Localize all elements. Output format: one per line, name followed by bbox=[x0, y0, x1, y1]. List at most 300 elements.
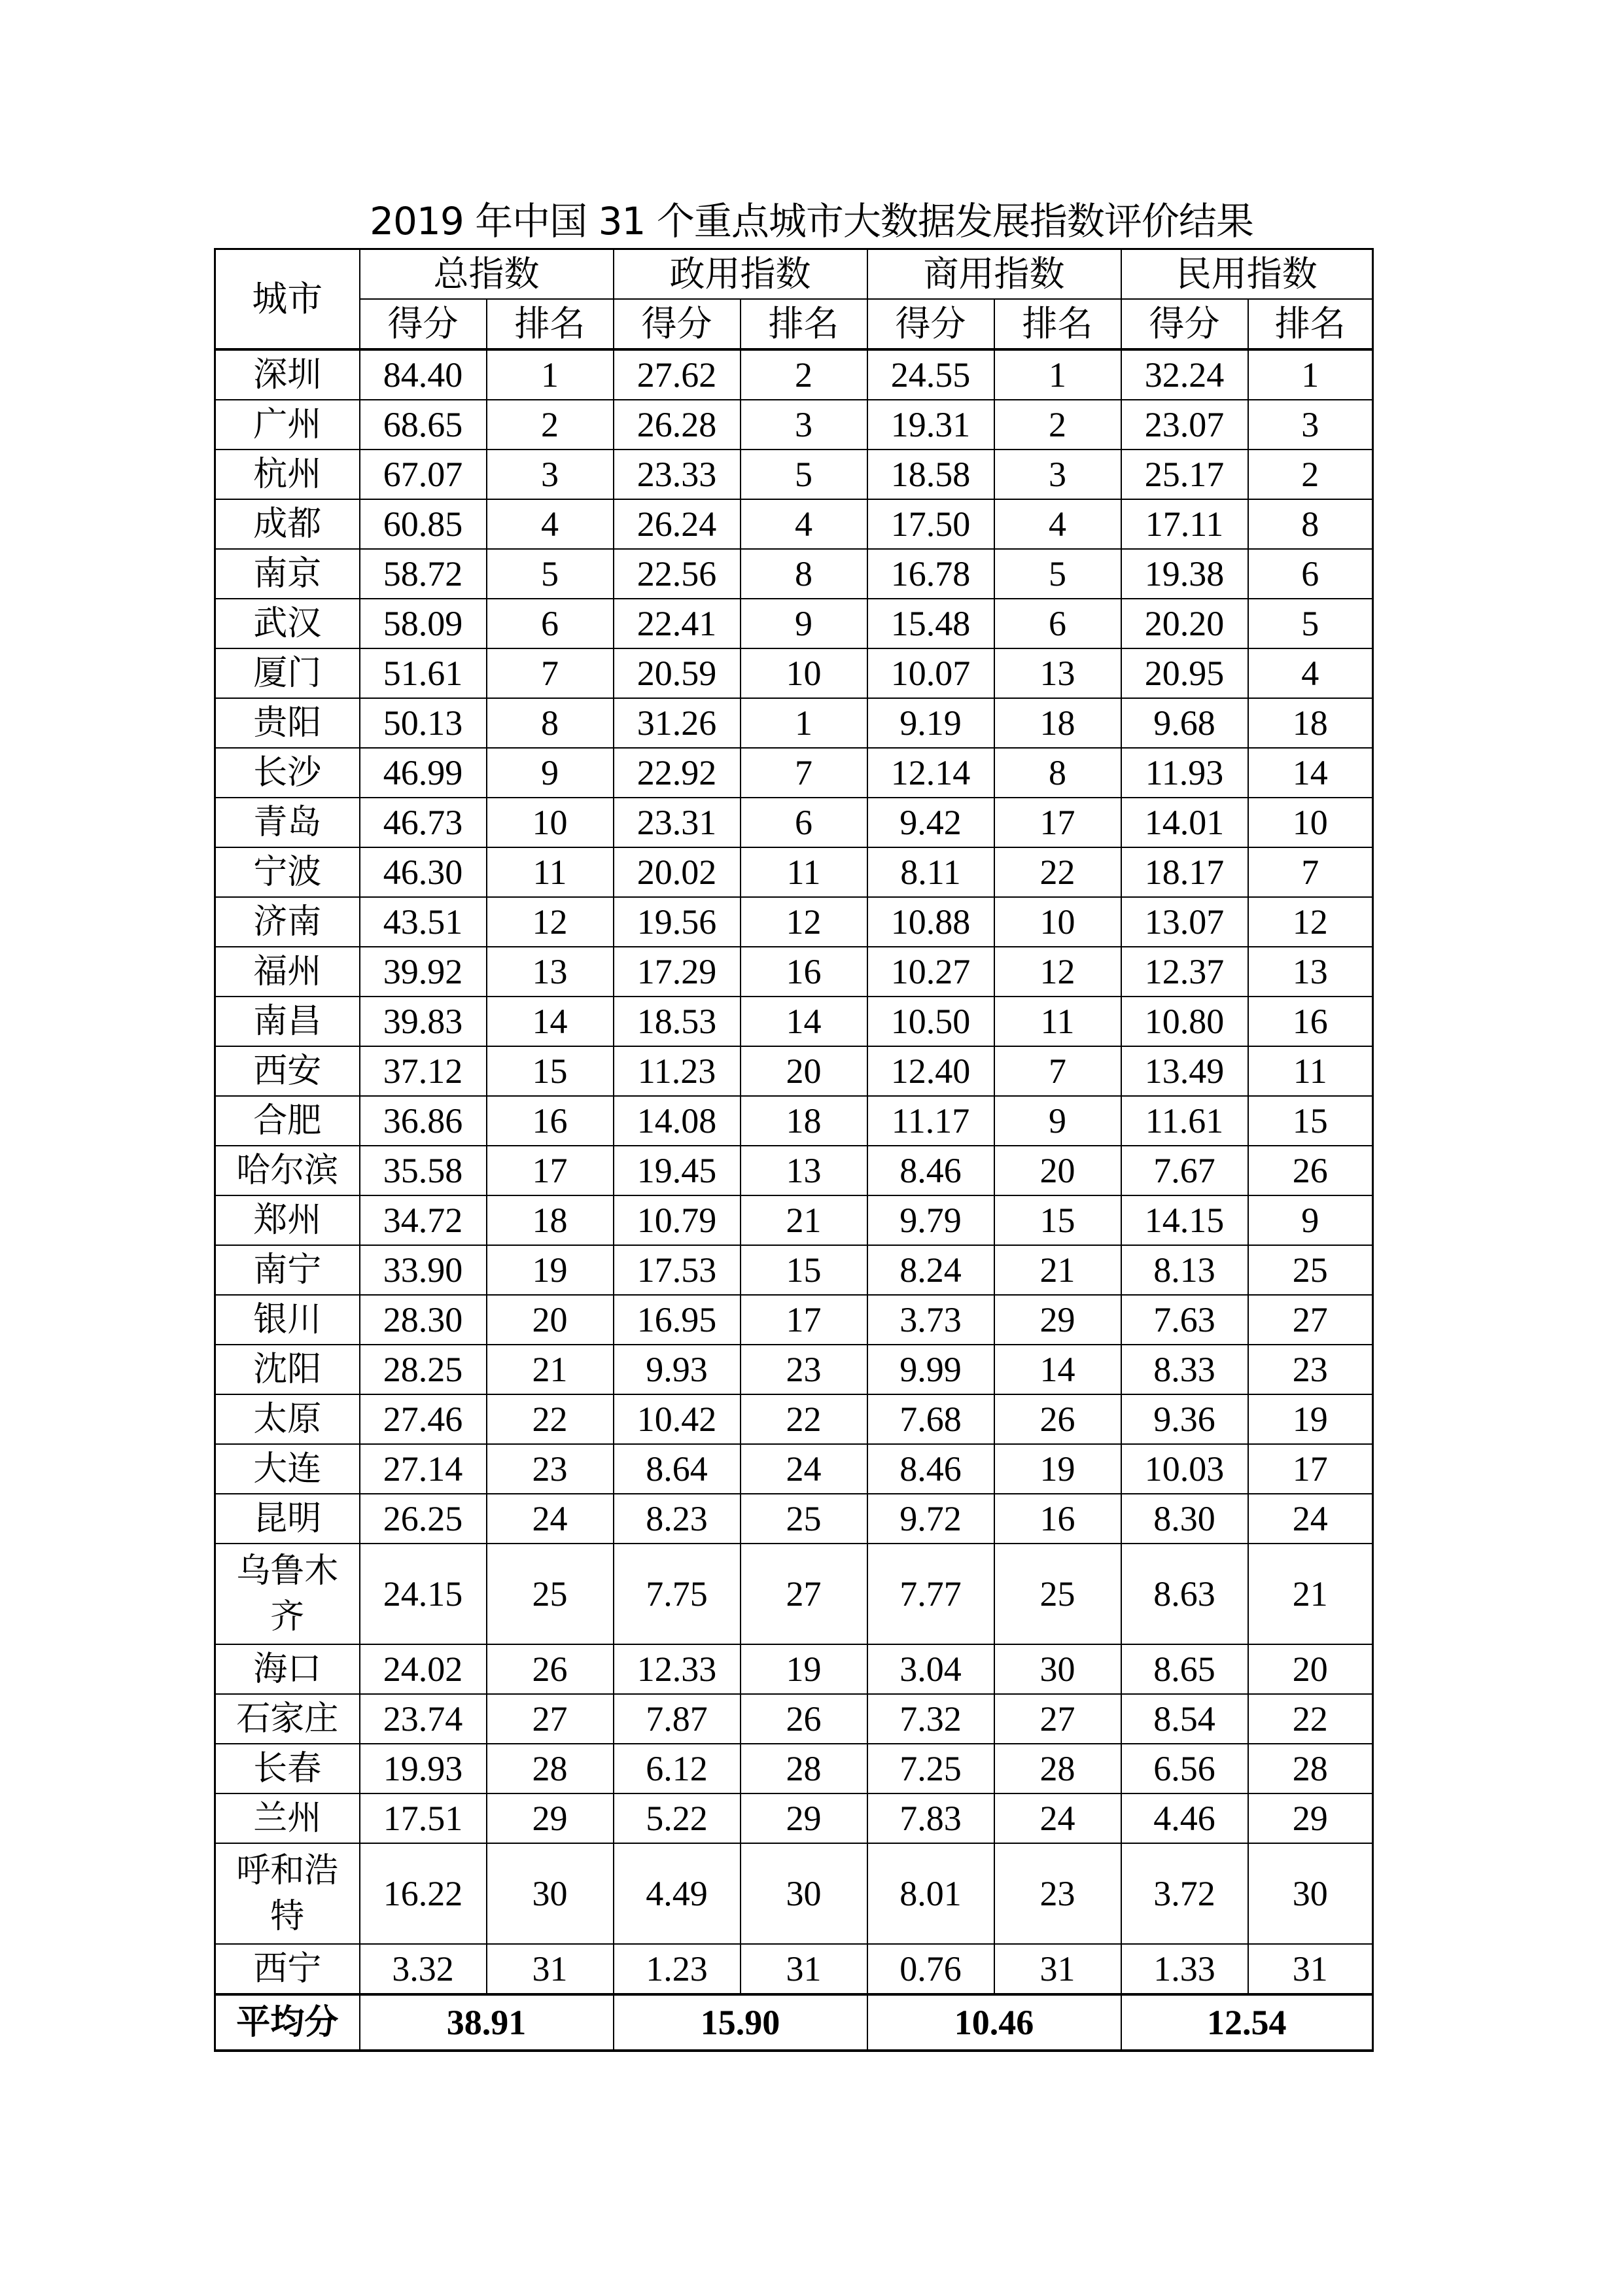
civ-rank: 18 bbox=[1248, 698, 1373, 748]
biz-rank: 11 bbox=[994, 997, 1121, 1046]
biz-score: 9.99 bbox=[867, 1345, 994, 1394]
total-score: 46.99 bbox=[360, 748, 487, 798]
gov-rank: 3 bbox=[741, 400, 867, 450]
city-name: 济南 bbox=[215, 897, 360, 947]
gov-score: 6.12 bbox=[614, 1744, 741, 1793]
civ-score: 7.63 bbox=[1121, 1295, 1248, 1345]
total-score: 26.25 bbox=[360, 1494, 487, 1544]
total-rank: 4 bbox=[487, 499, 614, 549]
city-name: 银川 bbox=[215, 1295, 360, 1345]
city-name: 西安 bbox=[215, 1046, 360, 1096]
biz-rank: 23 bbox=[994, 1843, 1121, 1944]
gov-score: 20.59 bbox=[614, 648, 741, 698]
header-total-score: 得分 bbox=[360, 299, 487, 349]
table-row bbox=[215, 1146, 1373, 1195]
gov-score: 9.93 bbox=[614, 1345, 741, 1394]
civ-score: 25.17 bbox=[1121, 450, 1248, 499]
table-row bbox=[215, 1345, 1373, 1394]
civ-rank: 9 bbox=[1248, 1195, 1373, 1245]
biz-rank: 6 bbox=[994, 599, 1121, 648]
biz-rank: 10 bbox=[994, 897, 1121, 947]
civ-rank: 10 bbox=[1248, 798, 1373, 847]
gov-rank: 9 bbox=[741, 599, 867, 648]
biz-score: 7.68 bbox=[867, 1394, 994, 1444]
city-name: 长春 bbox=[215, 1744, 360, 1793]
table-row bbox=[215, 400, 1373, 450]
gov-score: 10.79 bbox=[614, 1195, 741, 1245]
civ-rank: 30 bbox=[1248, 1843, 1373, 1944]
total-rank: 7 bbox=[487, 648, 614, 698]
city-name: 郑州 bbox=[215, 1195, 360, 1245]
total-rank: 22 bbox=[487, 1394, 614, 1444]
gov-score: 19.45 bbox=[614, 1146, 741, 1195]
gov-score: 8.23 bbox=[614, 1494, 741, 1544]
biz-rank: 18 bbox=[994, 698, 1121, 748]
header-city: 城市 bbox=[215, 249, 360, 350]
total-score: 39.83 bbox=[360, 997, 487, 1046]
civ-rank: 29 bbox=[1248, 1793, 1373, 1843]
header-civ-score: 得分 bbox=[1121, 299, 1248, 349]
civ-score: 23.07 bbox=[1121, 400, 1248, 450]
biz-score: 10.88 bbox=[867, 897, 994, 947]
gov-rank: 24 bbox=[741, 1444, 867, 1494]
city-name: 呼和浩特 bbox=[215, 1843, 360, 1944]
total-rank: 15 bbox=[487, 1046, 614, 1096]
civ-rank: 1 bbox=[1248, 349, 1373, 400]
civ-score: 10.03 bbox=[1121, 1444, 1248, 1494]
civ-rank: 20 bbox=[1248, 1644, 1373, 1694]
civ-score: 8.13 bbox=[1121, 1245, 1248, 1295]
civ-score: 32.24 bbox=[1121, 349, 1248, 400]
gov-score: 22.56 bbox=[614, 549, 741, 599]
civ-rank: 12 bbox=[1248, 897, 1373, 947]
civ-score: 6.56 bbox=[1121, 1744, 1248, 1793]
header-row-groups bbox=[215, 249, 1373, 300]
total-rank: 14 bbox=[487, 997, 614, 1046]
total-score: 36.86 bbox=[360, 1096, 487, 1146]
civ-rank: 8 bbox=[1248, 499, 1373, 549]
gov-rank: 14 bbox=[741, 997, 867, 1046]
city-name: 长沙 bbox=[215, 748, 360, 798]
gov-rank: 23 bbox=[741, 1345, 867, 1394]
total-score: 24.02 bbox=[360, 1644, 487, 1694]
table-row bbox=[215, 1494, 1373, 1544]
civ-rank: 19 bbox=[1248, 1394, 1373, 1444]
gov-score: 14.08 bbox=[614, 1096, 741, 1146]
civ-rank: 31 bbox=[1248, 1944, 1373, 1994]
gov-score: 23.33 bbox=[614, 450, 741, 499]
gov-rank: 27 bbox=[741, 1544, 867, 1644]
biz-rank: 19 bbox=[994, 1444, 1121, 1494]
civ-score: 8.63 bbox=[1121, 1544, 1248, 1644]
biz-score: 9.19 bbox=[867, 698, 994, 748]
gov-rank: 18 bbox=[741, 1096, 867, 1146]
gov-rank: 12 bbox=[741, 897, 867, 947]
total-score: 43.51 bbox=[360, 897, 487, 947]
header-gov-score: 得分 bbox=[614, 299, 741, 349]
biz-rank: 26 bbox=[994, 1394, 1121, 1444]
gov-score: 10.42 bbox=[614, 1394, 741, 1444]
biz-rank: 21 bbox=[994, 1245, 1121, 1295]
biz-rank: 12 bbox=[994, 947, 1121, 997]
civ-rank: 28 bbox=[1248, 1744, 1373, 1793]
total-rank: 13 bbox=[487, 947, 614, 997]
biz-score: 10.07 bbox=[867, 648, 994, 698]
gov-score: 31.26 bbox=[614, 698, 741, 748]
total-rank: 1 bbox=[487, 349, 614, 400]
gov-rank: 19 bbox=[741, 1644, 867, 1694]
average-row bbox=[215, 1994, 1373, 2051]
biz-rank: 31 bbox=[994, 1944, 1121, 1994]
civ-score: 13.07 bbox=[1121, 897, 1248, 947]
biz-rank: 14 bbox=[994, 1345, 1121, 1394]
city-name: 海口 bbox=[215, 1644, 360, 1694]
total-score: 37.12 bbox=[360, 1046, 487, 1096]
biz-rank: 13 bbox=[994, 648, 1121, 698]
header-biz-rank: 排名 bbox=[994, 299, 1121, 349]
biz-rank: 22 bbox=[994, 847, 1121, 897]
city-name: 南京 bbox=[215, 549, 360, 599]
total-rank: 20 bbox=[487, 1295, 614, 1345]
gov-score: 18.53 bbox=[614, 997, 741, 1046]
gov-score: 4.49 bbox=[614, 1843, 741, 1944]
biz-score: 12.14 bbox=[867, 748, 994, 798]
total-rank: 16 bbox=[487, 1096, 614, 1146]
biz-rank: 2 bbox=[994, 400, 1121, 450]
biz-score: 17.50 bbox=[867, 499, 994, 549]
average-total: 38.91 bbox=[360, 1994, 614, 2051]
total-rank: 23 bbox=[487, 1444, 614, 1494]
civ-score: 9.36 bbox=[1121, 1394, 1248, 1444]
gov-rank: 17 bbox=[741, 1295, 867, 1345]
biz-score: 8.24 bbox=[867, 1245, 994, 1295]
gov-rank: 11 bbox=[741, 847, 867, 897]
total-score: 24.15 bbox=[360, 1544, 487, 1644]
civ-rank: 26 bbox=[1248, 1146, 1373, 1195]
biz-rank: 4 bbox=[994, 499, 1121, 549]
civ-score: 8.33 bbox=[1121, 1345, 1248, 1394]
header-civ-rank: 排名 bbox=[1248, 299, 1373, 349]
table-row bbox=[215, 1793, 1373, 1843]
biz-rank: 29 bbox=[994, 1295, 1121, 1345]
table-row bbox=[215, 599, 1373, 648]
table-row bbox=[215, 450, 1373, 499]
gov-score: 16.95 bbox=[614, 1295, 741, 1345]
total-score: 19.93 bbox=[360, 1744, 487, 1793]
city-index-table bbox=[214, 248, 1374, 2052]
civ-score: 11.93 bbox=[1121, 748, 1248, 798]
average-biz: 10.46 bbox=[867, 1994, 1121, 2051]
total-rank: 18 bbox=[487, 1195, 614, 1245]
total-score: 39.92 bbox=[360, 947, 487, 997]
city-name: 大连 bbox=[215, 1444, 360, 1494]
gov-rank: 7 bbox=[741, 748, 867, 798]
total-rank: 6 bbox=[487, 599, 614, 648]
gov-rank: 15 bbox=[741, 1245, 867, 1295]
biz-score: 8.11 bbox=[867, 847, 994, 897]
biz-score: 11.17 bbox=[867, 1096, 994, 1146]
city-name: 青岛 bbox=[215, 798, 360, 847]
biz-score: 8.46 bbox=[867, 1444, 994, 1494]
civ-score: 8.54 bbox=[1121, 1694, 1248, 1744]
gov-rank: 6 bbox=[741, 798, 867, 847]
biz-score: 15.48 bbox=[867, 599, 994, 648]
civ-score: 9.68 bbox=[1121, 698, 1248, 748]
city-name: 乌鲁木齐 bbox=[215, 1544, 360, 1644]
city-name: 合肥 bbox=[215, 1096, 360, 1146]
gov-rank: 21 bbox=[741, 1195, 867, 1245]
table-row bbox=[215, 947, 1373, 997]
biz-rank: 9 bbox=[994, 1096, 1121, 1146]
city-name: 哈尔滨 bbox=[215, 1146, 360, 1195]
city-name: 成都 bbox=[215, 499, 360, 549]
gov-score: 22.92 bbox=[614, 748, 741, 798]
total-score: 3.32 bbox=[360, 1944, 487, 1994]
table-row bbox=[215, 698, 1373, 748]
total-rank: 30 bbox=[487, 1843, 614, 1944]
civ-score: 8.65 bbox=[1121, 1644, 1248, 1694]
total-score: 58.72 bbox=[360, 549, 487, 599]
total-rank: 11 bbox=[487, 847, 614, 897]
civ-rank: 5 bbox=[1248, 599, 1373, 648]
total-rank: 8 bbox=[487, 698, 614, 748]
header-biz-index: 商用指数 bbox=[867, 249, 1121, 300]
total-rank: 26 bbox=[487, 1644, 614, 1694]
total-rank: 31 bbox=[487, 1944, 614, 1994]
total-rank: 21 bbox=[487, 1345, 614, 1394]
total-score: 51.61 bbox=[360, 648, 487, 698]
table-row bbox=[215, 1944, 1373, 1994]
gov-rank: 30 bbox=[741, 1843, 867, 1944]
biz-rank: 15 bbox=[994, 1195, 1121, 1245]
gov-rank: 4 bbox=[741, 499, 867, 549]
total-score: 23.74 bbox=[360, 1694, 487, 1744]
total-rank: 5 bbox=[487, 549, 614, 599]
civ-rank: 23 bbox=[1248, 1345, 1373, 1394]
total-rank: 25 bbox=[487, 1544, 614, 1644]
city-name: 深圳 bbox=[215, 349, 360, 400]
civ-rank: 15 bbox=[1248, 1096, 1373, 1146]
civ-rank: 24 bbox=[1248, 1494, 1373, 1544]
biz-rank: 8 bbox=[994, 748, 1121, 798]
city-name: 西宁 bbox=[215, 1944, 360, 1994]
total-rank: 12 bbox=[487, 897, 614, 947]
table-row bbox=[215, 1694, 1373, 1744]
total-rank: 2 bbox=[487, 400, 614, 450]
header-gov-rank: 排名 bbox=[741, 299, 867, 349]
header-biz-score: 得分 bbox=[867, 299, 994, 349]
civ-score: 7.67 bbox=[1121, 1146, 1248, 1195]
city-name: 武汉 bbox=[215, 599, 360, 648]
city-name: 厦门 bbox=[215, 648, 360, 698]
gov-score: 20.02 bbox=[614, 847, 741, 897]
gov-score: 26.28 bbox=[614, 400, 741, 450]
civ-rank: 3 bbox=[1248, 400, 1373, 450]
total-score: 16.22 bbox=[360, 1843, 487, 1944]
biz-rank: 1 bbox=[994, 349, 1121, 400]
biz-score: 3.73 bbox=[867, 1295, 994, 1345]
biz-rank: 24 bbox=[994, 1793, 1121, 1843]
gov-score: 8.64 bbox=[614, 1444, 741, 1494]
biz-score: 19.31 bbox=[867, 400, 994, 450]
average-civ: 12.54 bbox=[1121, 1994, 1373, 2051]
total-score: 84.40 bbox=[360, 349, 487, 400]
gov-score: 17.53 bbox=[614, 1245, 741, 1295]
city-name: 石家庄 bbox=[215, 1694, 360, 1744]
table-row bbox=[215, 1096, 1373, 1146]
biz-rank: 25 bbox=[994, 1544, 1121, 1644]
total-rank: 17 bbox=[487, 1146, 614, 1195]
biz-score: 16.78 bbox=[867, 549, 994, 599]
total-rank: 10 bbox=[487, 798, 614, 847]
civ-score: 20.20 bbox=[1121, 599, 1248, 648]
total-score: 35.58 bbox=[360, 1146, 487, 1195]
table-row bbox=[215, 648, 1373, 698]
gov-rank: 22 bbox=[741, 1394, 867, 1444]
biz-score: 7.32 bbox=[867, 1694, 994, 1744]
biz-rank: 17 bbox=[994, 798, 1121, 847]
table-row bbox=[215, 1744, 1373, 1793]
civ-rank: 7 bbox=[1248, 847, 1373, 897]
civ-rank: 11 bbox=[1248, 1046, 1373, 1096]
biz-score: 9.72 bbox=[867, 1494, 994, 1544]
header-total-index: 总指数 bbox=[360, 249, 614, 300]
table-row bbox=[215, 1245, 1373, 1295]
table-row bbox=[215, 1843, 1373, 1944]
city-name: 广州 bbox=[215, 400, 360, 450]
table-row bbox=[215, 1544, 1373, 1644]
total-score: 46.73 bbox=[360, 798, 487, 847]
total-score: 33.90 bbox=[360, 1245, 487, 1295]
header-gov-index: 政用指数 bbox=[614, 249, 867, 300]
gov-rank: 8 bbox=[741, 549, 867, 599]
biz-score: 9.79 bbox=[867, 1195, 994, 1245]
gov-score: 5.22 bbox=[614, 1793, 741, 1843]
civ-score: 13.49 bbox=[1121, 1046, 1248, 1096]
gov-rank: 10 bbox=[741, 648, 867, 698]
civ-rank: 17 bbox=[1248, 1444, 1373, 1494]
table-row bbox=[215, 1195, 1373, 1245]
biz-rank: 28 bbox=[994, 1744, 1121, 1793]
gov-score: 23.31 bbox=[614, 798, 741, 847]
table-row bbox=[215, 349, 1373, 400]
gov-rank: 5 bbox=[741, 450, 867, 499]
gov-rank: 29 bbox=[741, 1793, 867, 1843]
total-score: 58.09 bbox=[360, 599, 487, 648]
biz-rank: 30 bbox=[994, 1644, 1121, 1694]
total-score: 28.25 bbox=[360, 1345, 487, 1394]
biz-rank: 27 bbox=[994, 1694, 1121, 1744]
average-label: 平均分 bbox=[215, 1994, 360, 2051]
city-name: 福州 bbox=[215, 947, 360, 997]
total-rank: 29 bbox=[487, 1793, 614, 1843]
table-row bbox=[215, 1295, 1373, 1345]
civ-rank: 4 bbox=[1248, 648, 1373, 698]
total-score: 17.51 bbox=[360, 1793, 487, 1843]
biz-rank: 3 bbox=[994, 450, 1121, 499]
civ-rank: 14 bbox=[1248, 748, 1373, 798]
table-row bbox=[215, 997, 1373, 1046]
civ-rank: 2 bbox=[1248, 450, 1373, 499]
biz-rank: 5 bbox=[994, 549, 1121, 599]
biz-score: 0.76 bbox=[867, 1944, 994, 1994]
civ-score: 4.46 bbox=[1121, 1793, 1248, 1843]
biz-score: 18.58 bbox=[867, 450, 994, 499]
civ-rank: 13 bbox=[1248, 947, 1373, 997]
gov-rank: 25 bbox=[741, 1494, 867, 1544]
biz-rank: 20 bbox=[994, 1146, 1121, 1195]
biz-rank: 7 bbox=[994, 1046, 1121, 1096]
table-row bbox=[215, 847, 1373, 897]
gov-score: 17.29 bbox=[614, 947, 741, 997]
gov-score: 27.62 bbox=[614, 349, 741, 400]
civ-rank: 25 bbox=[1248, 1245, 1373, 1295]
civ-score: 18.17 bbox=[1121, 847, 1248, 897]
total-rank: 27 bbox=[487, 1694, 614, 1744]
city-name: 宁波 bbox=[215, 847, 360, 897]
table-row bbox=[215, 1394, 1373, 1444]
table-row bbox=[215, 897, 1373, 947]
biz-score: 12.40 bbox=[867, 1046, 994, 1096]
total-rank: 9 bbox=[487, 748, 614, 798]
total-score: 60.85 bbox=[360, 499, 487, 549]
gov-score: 19.56 bbox=[614, 897, 741, 947]
header-total-rank: 排名 bbox=[487, 299, 614, 349]
city-name: 南昌 bbox=[215, 997, 360, 1046]
gov-score: 26.24 bbox=[614, 499, 741, 549]
city-name: 昆明 bbox=[215, 1494, 360, 1544]
table-row bbox=[215, 1046, 1373, 1096]
gov-rank: 1 bbox=[741, 698, 867, 748]
civ-score: 11.61 bbox=[1121, 1096, 1248, 1146]
gov-rank: 26 bbox=[741, 1694, 867, 1744]
civ-score: 12.37 bbox=[1121, 947, 1248, 997]
biz-score: 10.27 bbox=[867, 947, 994, 997]
civ-score: 10.80 bbox=[1121, 997, 1248, 1046]
civ-score: 3.72 bbox=[1121, 1843, 1248, 1944]
biz-rank: 16 bbox=[994, 1494, 1121, 1544]
average-gov: 15.90 bbox=[614, 1994, 867, 2051]
gov-score: 7.75 bbox=[614, 1544, 741, 1644]
biz-score: 7.83 bbox=[867, 1793, 994, 1843]
total-score: 50.13 bbox=[360, 698, 487, 748]
biz-score: 3.04 bbox=[867, 1644, 994, 1694]
total-score: 28.30 bbox=[360, 1295, 487, 1345]
civ-rank: 22 bbox=[1248, 1694, 1373, 1744]
civ-rank: 21 bbox=[1248, 1544, 1373, 1644]
gov-score: 22.41 bbox=[614, 599, 741, 648]
table-row bbox=[215, 499, 1373, 549]
biz-score: 24.55 bbox=[867, 349, 994, 400]
civ-score: 1.33 bbox=[1121, 1944, 1248, 1994]
civ-score: 8.30 bbox=[1121, 1494, 1248, 1544]
table-row bbox=[215, 748, 1373, 798]
civ-rank: 27 bbox=[1248, 1295, 1373, 1345]
header-civ-index: 民用指数 bbox=[1121, 249, 1373, 300]
gov-rank: 2 bbox=[741, 349, 867, 400]
total-score: 34.72 bbox=[360, 1195, 487, 1245]
total-rank: 28 bbox=[487, 1744, 614, 1793]
total-score: 67.07 bbox=[360, 450, 487, 499]
biz-score: 7.77 bbox=[867, 1544, 994, 1644]
biz-score: 8.01 bbox=[867, 1843, 994, 1944]
total-score: 46.30 bbox=[360, 847, 487, 897]
civ-rank: 6 bbox=[1248, 549, 1373, 599]
gov-rank: 31 bbox=[741, 1944, 867, 1994]
civ-score: 19.38 bbox=[1121, 549, 1248, 599]
gov-score: 12.33 bbox=[614, 1644, 741, 1694]
biz-score: 9.42 bbox=[867, 798, 994, 847]
